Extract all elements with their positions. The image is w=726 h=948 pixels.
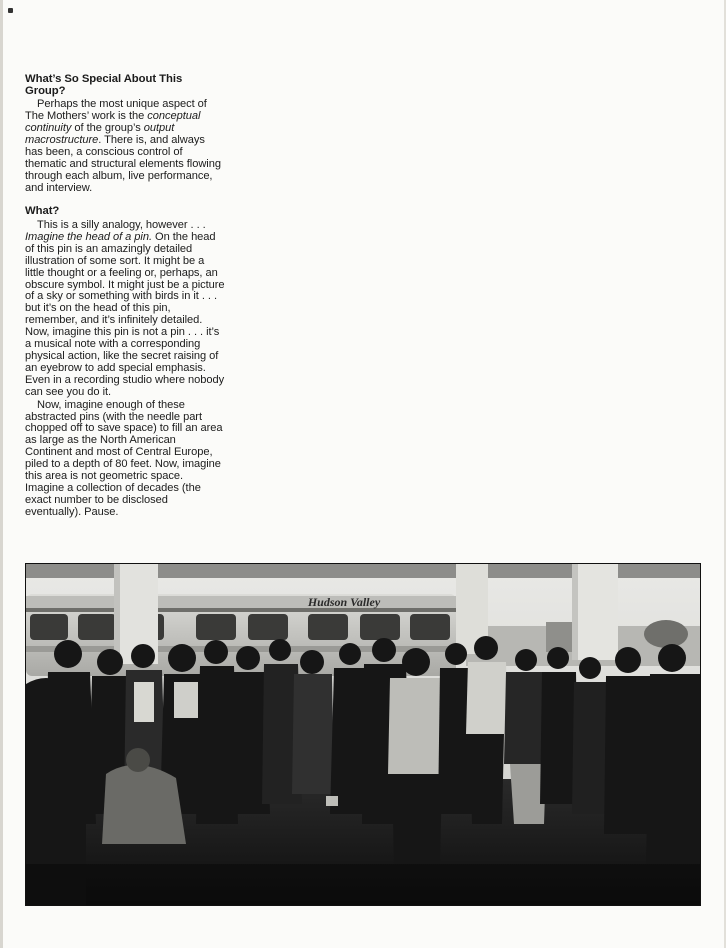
group-photo-illustration (26, 564, 701, 906)
heading-what: What? (25, 205, 60, 218)
paragraph-intro-italic-1: conceptual continuity (25, 110, 201, 134)
paragraph-intro-text-1: Perhaps the most unique aspect of The Mothers’ work is the (25, 98, 207, 123)
paragraph-pin-italic: Imagine the head of a pin. (25, 230, 152, 243)
paragraph-pin-text-1: This is a silly analogy, however . . . (37, 219, 206, 232)
heading-whats-special: What’s So Special About This Group? (25, 73, 183, 97)
paragraph-intro-italic-2: output macrostructure (25, 122, 175, 146)
corner-mark (8, 8, 13, 13)
paragraph-pin-analogy (25, 220, 225, 399)
paragraph-intro-text-3: . There is, and always has been, a conscious control of thematic and structural elements flowing through each album, live performance, and interview. (25, 133, 221, 194)
paragraph-abstracted-pins: Now, imagine enough of these abstracted pins (with the needle part chopped off to save space) to fill an area as large as the North American Continent and most of Central Europe, piled to a depth of 80 feet. Now, imagine this area is not geometric space. Imagine a collection of decades (the exact number to be disclosed eventually). Pause. (25, 398, 223, 518)
group-photo (25, 563, 701, 906)
pillar (572, 564, 618, 660)
bus-sign: Hudson Valley (307, 595, 381, 609)
paragraph-pin-text-2: On the head of this pin is an amazingly detailed illustration of some sort. It might be a little thought or a feeling or, perhaps, an obscure symbol. It might just be a picture of a sky or something with birds in it . . . but it’s on the head of this pin, remember, and it’s infinitely detailed. Now, imagine this pin is not a pin . . . it’s a musical note with a corresponding physical action, like the secret raising of an eyebrow to add special emphasis. Even in a recording studio where nobody can see you do it. (25, 230, 225, 398)
article-column (25, 74, 225, 519)
paragraph-intro-text-2: of the group’s (71, 122, 144, 134)
paragraph-intro (25, 99, 225, 194)
